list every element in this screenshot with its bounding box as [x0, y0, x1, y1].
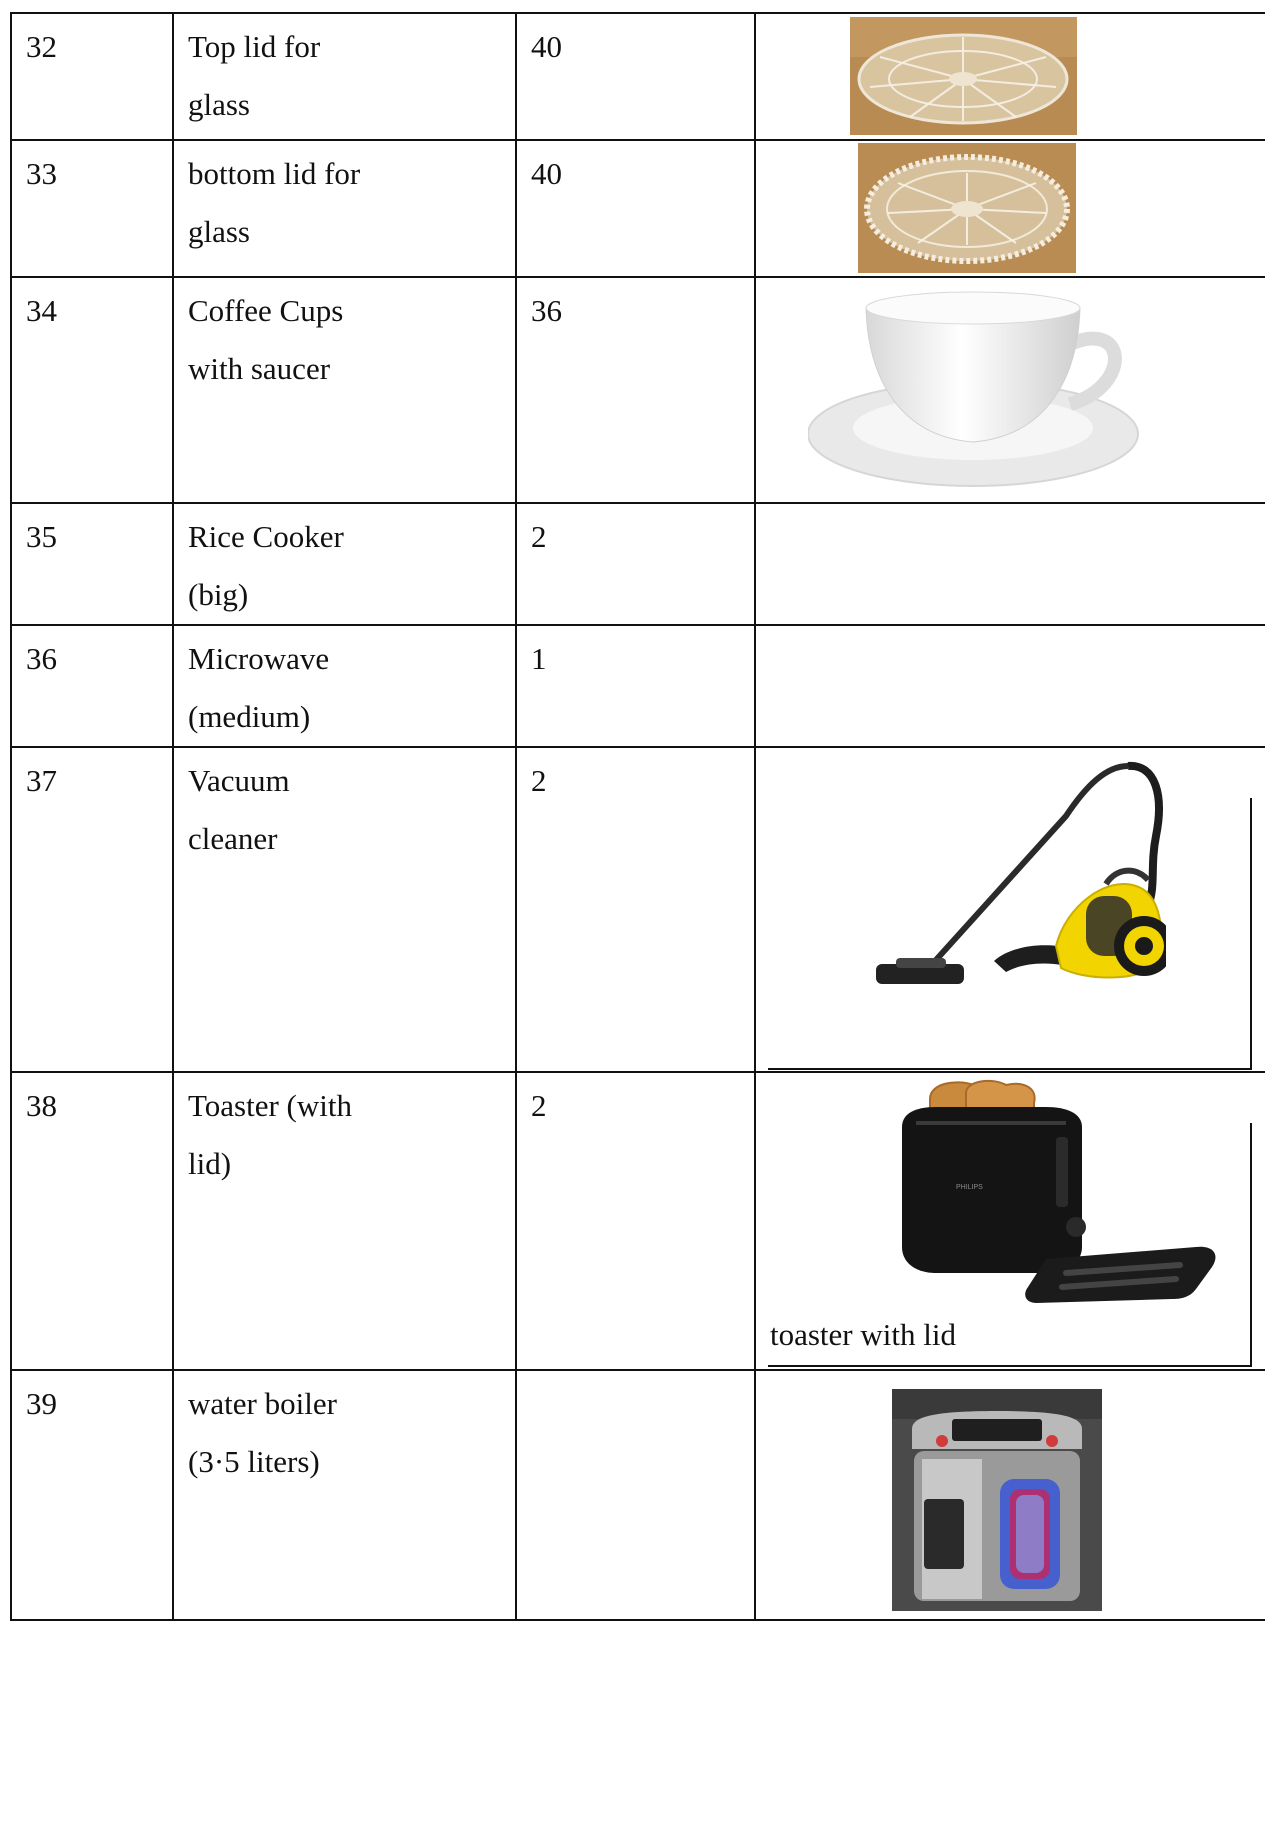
image-frame-bottom [768, 1068, 1252, 1070]
row-number-cell [11, 140, 173, 277]
item-name-cell [173, 13, 516, 140]
image-cell [755, 1072, 1265, 1370]
image-cell [755, 13, 1265, 140]
row-number-cell [11, 1072, 173, 1370]
quantity: 2 [531, 763, 547, 798]
quantity: 36 [531, 293, 562, 328]
item-name: Vacuum cleaner [188, 763, 290, 856]
item-name-cell [173, 625, 516, 747]
row-number: 33 [26, 156, 57, 191]
item-name: Top lid for glass [188, 29, 321, 122]
inventory-table [10, 12, 1265, 1621]
item-name: Coffee Cups with saucer [188, 293, 344, 386]
quantity-cell [516, 747, 755, 1072]
quantity: 40 [531, 156, 562, 191]
quantity: 2 [531, 1088, 547, 1123]
quantity-cell [516, 140, 755, 277]
quantity-cell [516, 277, 755, 503]
row-number: 35 [26, 519, 57, 554]
image-cell [755, 503, 1265, 625]
row-number: 32 [26, 29, 57, 64]
row-number-cell [11, 747, 173, 1072]
item-name-cell [173, 1072, 516, 1370]
row-number-cell [11, 503, 173, 625]
item-name: bottom lid for glass [188, 156, 361, 249]
image-frame-right [1250, 798, 1252, 1070]
crystal-top-lid-image [850, 17, 1077, 135]
image-cell [755, 747, 1265, 1072]
svg-text:PHILIPS: PHILIPS [956, 1184, 983, 1191]
quantity-cell [516, 503, 755, 625]
crystal-bottom-lid-image [858, 143, 1076, 273]
row-number: 38 [26, 1088, 57, 1123]
image-cell [755, 140, 1265, 277]
table-row [11, 503, 1265, 625]
table-row [11, 625, 1265, 747]
image-cell [755, 277, 1265, 503]
image-frame-right [1250, 1123, 1252, 1367]
quantity-cell [516, 13, 755, 140]
table-row [11, 747, 1265, 1072]
image-frame-bottom [768, 1365, 1252, 1367]
row-number: 37 [26, 763, 57, 798]
image-cell [755, 1370, 1265, 1620]
row-number-cell [11, 277, 173, 503]
table-row [11, 277, 1265, 503]
table-row [11, 1072, 1265, 1370]
row-number: 34 [26, 293, 57, 328]
item-name-cell [173, 503, 516, 625]
quantity-cell [516, 625, 755, 747]
row-number-cell [11, 625, 173, 747]
table-row [11, 140, 1265, 277]
item-name: Microwave (medium) [188, 641, 330, 734]
quantity-cell [516, 1370, 755, 1620]
quantity [517, 1371, 754, 1375]
vacuum-cleaner-image [866, 756, 1166, 1001]
item-name: Toaster (with lid) [188, 1088, 352, 1181]
quantity: 1 [531, 641, 547, 676]
image-caption: toaster with lid [770, 1317, 956, 1352]
water-boiler-image [892, 1389, 1102, 1611]
row-number: 36 [26, 641, 57, 676]
toaster-image [896, 1077, 1226, 1312]
image-cell [755, 625, 1265, 747]
table-row [11, 1370, 1265, 1620]
coffee-cup-with-saucer-image [808, 286, 1148, 496]
row-number-cell [11, 13, 173, 140]
item-name-cell [173, 277, 516, 503]
quantity: 40 [531, 29, 562, 64]
row-number: 39 [26, 1386, 57, 1421]
table-row [11, 13, 1265, 140]
quantity: 2 [531, 519, 547, 554]
item-name: Rice Cooker (big) [188, 519, 344, 612]
item-name: water boiler (3·5 liters) [188, 1386, 337, 1479]
quantity-cell [516, 1072, 755, 1370]
item-name-cell [173, 747, 516, 1072]
item-name-cell [173, 1370, 516, 1620]
item-name-cell [173, 140, 516, 277]
row-number-cell [11, 1370, 173, 1620]
